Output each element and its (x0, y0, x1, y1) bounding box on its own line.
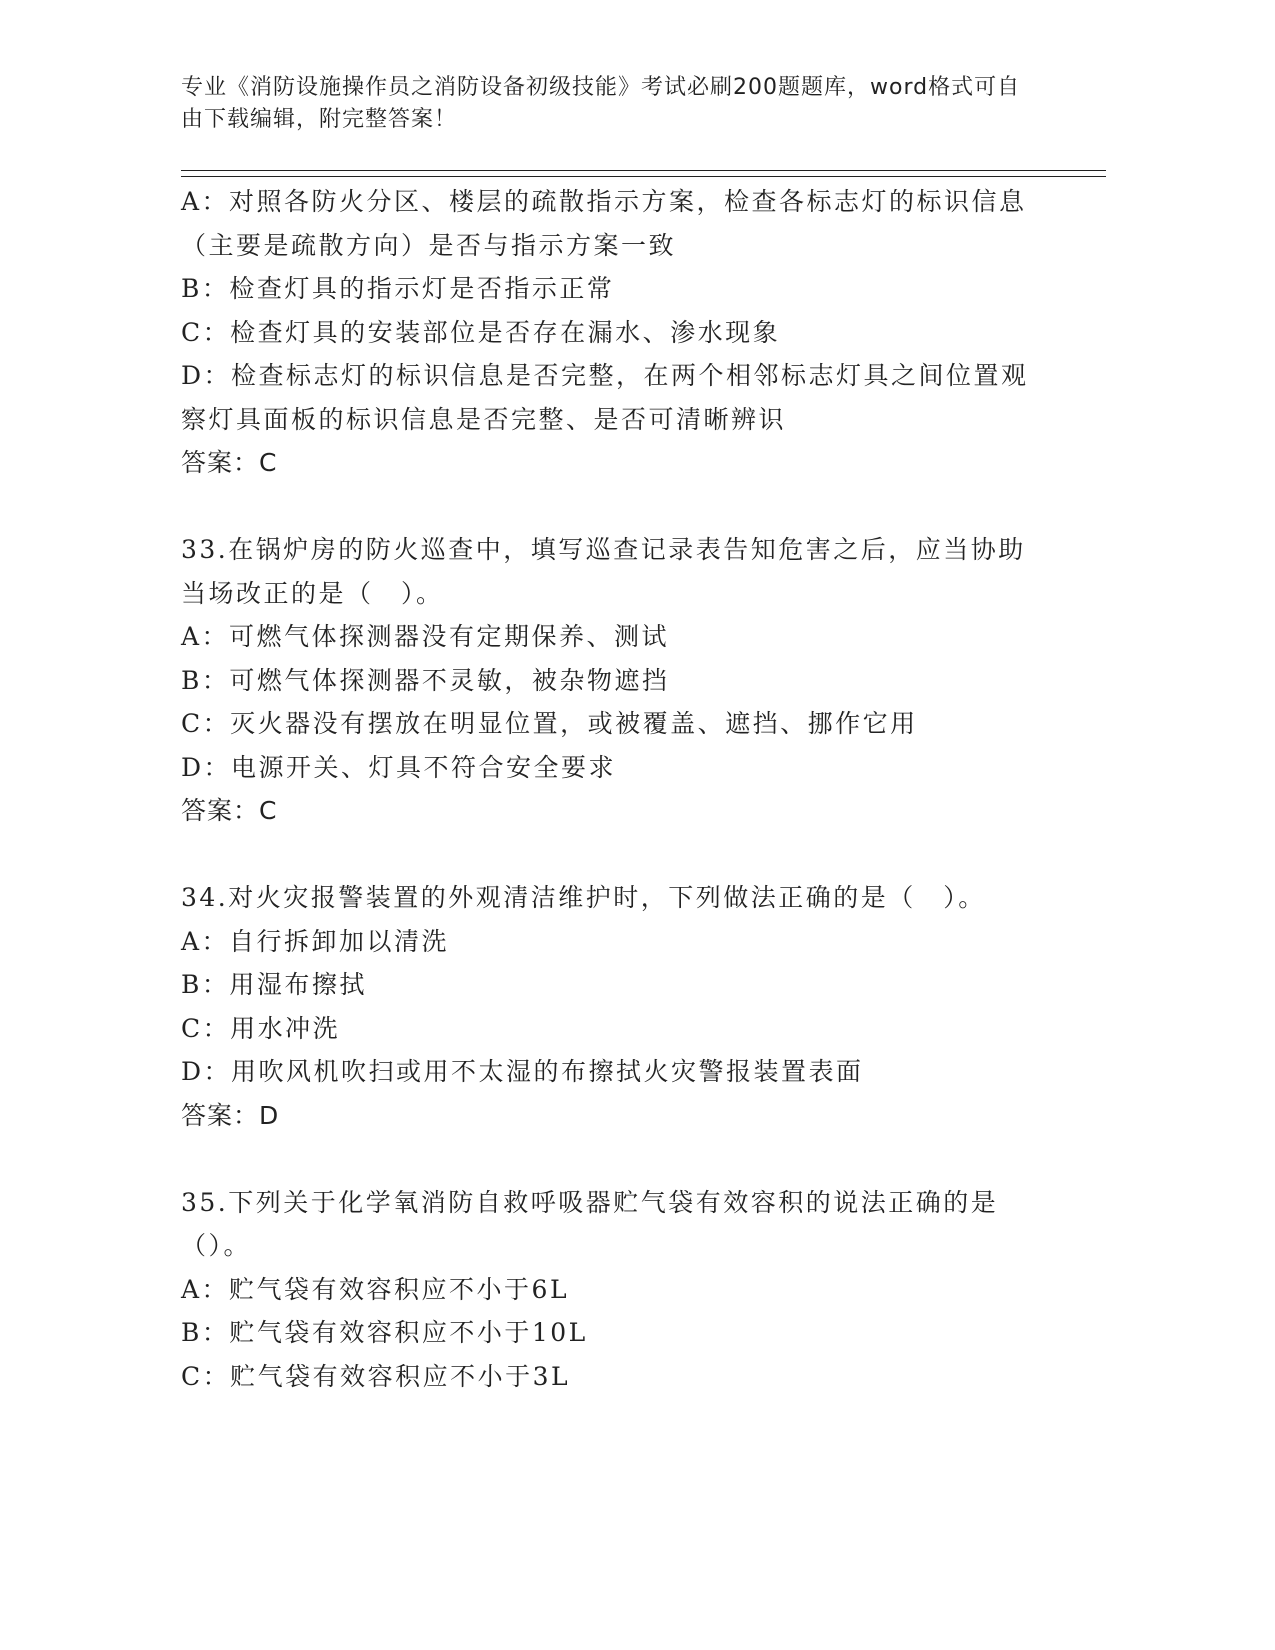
option-b: B：检查灯具的指示灯是否指示正常 (181, 274, 615, 303)
option-d: D：用吹风机吹扫或用不太湿的布擦拭火灾警报装置表面 (181, 1057, 864, 1086)
header-divider-top (181, 170, 1106, 171)
option-c: C：用水冲洗 (181, 1013, 341, 1043)
question-33-block (181, 528, 1031, 833)
document-header: 专业《消防设施操作员之消防设备初级技能》考试必刷200题题库，word格式可自由下载编辑，附完整答案！ (181, 75, 1021, 132)
question-text: 33.在锅炉房的防火巡查中，填写巡查记录表告知危害之后，应当协助当场改正的是（ ）。 (181, 535, 1026, 608)
answer-text: 答案：D (181, 1100, 280, 1130)
answer-text: 答案：C (181, 796, 278, 825)
question-32-block (181, 180, 1031, 485)
question-35-block (181, 1181, 1031, 1399)
option-a: A：对照各防火分区、楼层的疏散指示方案，检查各标志灯的标识信息（主要是疏散方向）是否与指示方案一致 (181, 187, 1027, 260)
option-a: A：贮气袋有效容积应不小于6L (181, 1274, 570, 1304)
option-d: D：电源开关、灯具不符合安全要求 (181, 752, 617, 782)
question-text: 35.下列关于化学氧消防自救呼吸器贮气袋有效容积的说法正确的是（）。 (181, 1187, 999, 1260)
spacer (181, 833, 1031, 877)
option-b: B：贮气袋有效容积应不小于10L (181, 1318, 588, 1347)
option-c: C：检查灯具的安装部位是否存在漏水、渗水现象 (181, 317, 781, 347)
option-d: D：检查标志灯的标识信息是否完整，在两个相邻标志灯具之间位置观察灯具面板的标识信息是否完整、是否可清晰辨识 (181, 361, 1029, 434)
question-content (181, 180, 1031, 1398)
option-a: A：自行拆卸加以清洗 (181, 926, 450, 956)
spacer (181, 1137, 1031, 1181)
option-b: B：可燃气体探测器不灵敏，被杂物遮挡 (181, 665, 670, 695)
option-b: B：用湿布擦拭 (181, 970, 367, 999)
option-a: A：可燃气体探测器没有定期保养、测试 (181, 622, 670, 651)
option-c: C：灭火器没有摆放在明显位置，或被覆盖、遮挡、挪作它用 (181, 709, 918, 738)
question-text: 34.对火灾报警装置的外观清洁维护时，下列做法正确的是（ ）。 (181, 883, 986, 912)
header-divider-bottom (181, 176, 1106, 177)
option-c: C：贮气袋有效容积应不小于3L (181, 1361, 571, 1391)
question-34-block (181, 876, 1031, 1137)
spacer (181, 485, 1031, 529)
answer-text: 答案：C (181, 448, 278, 477)
